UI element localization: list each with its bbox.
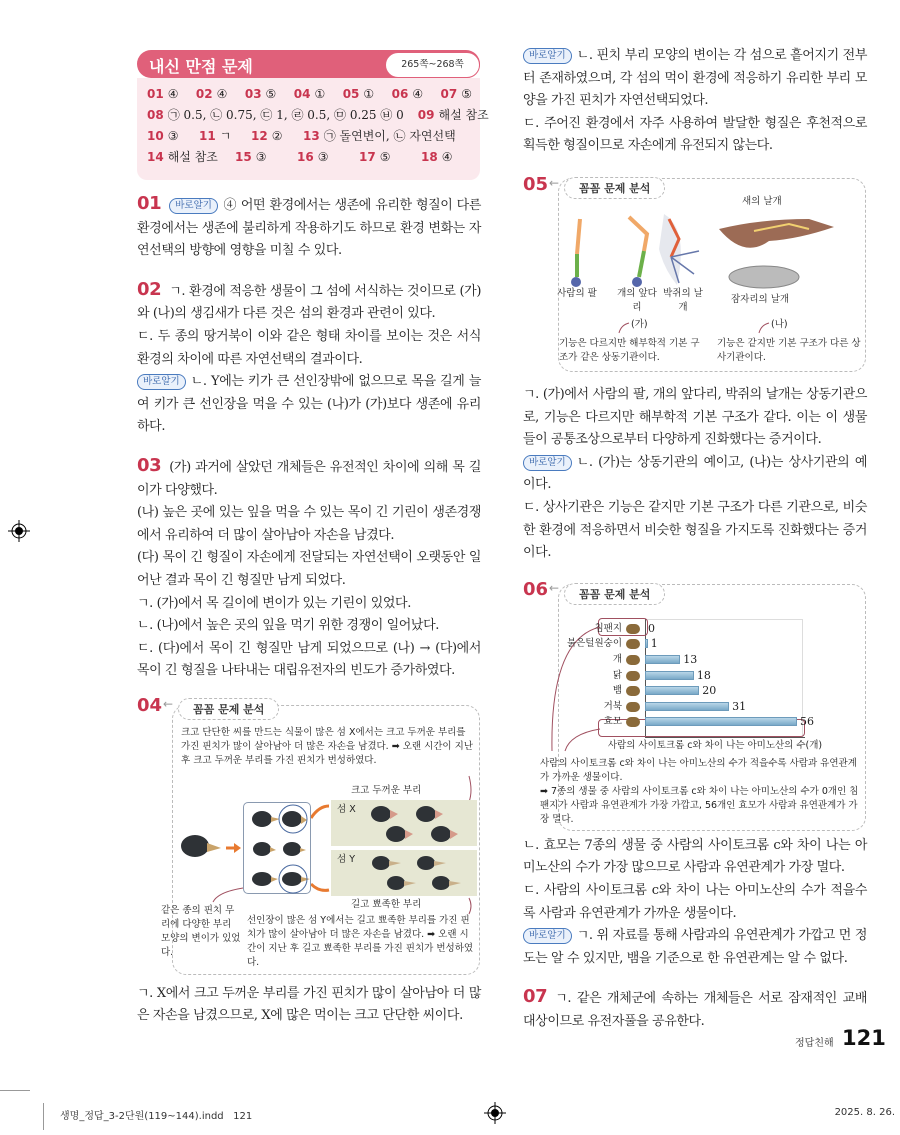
island-x-panel bbox=[331, 800, 477, 846]
paragraph-text: ㄴ. (나)에서 높은 곳의 잎을 먹기 위한 경쟁이 일어났다. bbox=[137, 618, 439, 634]
explanation-02 bbox=[137, 279, 481, 439]
correction-badge: 바로알기 bbox=[169, 198, 218, 214]
data-label: 0 bbox=[648, 621, 655, 635]
answer-row bbox=[147, 147, 472, 168]
caption-variation: 같은 종의 핀치 무리에 다양한 부리 모양의 변이가 있었다. bbox=[161, 904, 241, 958]
chart-caption-2: ➡ 7종의 생물 중 사람의 사이토크롬 c와 차이 나는 아미노산의 수가 0개인 침팬지가 사람과 유연관계가 가장 가깝고, 56개인 효모가 사람과 유연관계가 가장 멀다. bbox=[540, 785, 859, 825]
data-label: 56 bbox=[800, 715, 814, 729]
answer-value: ① bbox=[363, 87, 375, 101]
page-range: 265쪽~268쪽 bbox=[385, 52, 480, 78]
answer-row bbox=[147, 84, 472, 105]
animal-icon bbox=[626, 624, 640, 634]
label-thick-beak: 크고 두꺼운 부리 bbox=[351, 784, 422, 796]
explanation-05 bbox=[523, 384, 867, 565]
answer-item bbox=[199, 126, 251, 147]
paragraph-text: (가) 과거에 살았던 개체들은 유전적인 차이에 의해 목 길이가 다양했다. bbox=[137, 459, 481, 498]
correction-badge: 바로알기 bbox=[523, 455, 572, 471]
answer-item bbox=[294, 84, 325, 105]
answer-item bbox=[245, 84, 276, 105]
answer-item bbox=[196, 84, 227, 105]
answer-list bbox=[137, 78, 489, 180]
paragraph-text: ㄷ. 두 종의 땅거북이 이와 같은 형태 차이를 보이는 것은 서식 환경의 차이에 따른 자연선택의 결과이다. bbox=[137, 328, 481, 367]
animal-icon bbox=[626, 702, 640, 712]
bar bbox=[645, 702, 729, 711]
long-beak-finches-icon bbox=[331, 850, 477, 896]
answer-row bbox=[147, 126, 472, 147]
answer-number: 13 bbox=[303, 129, 320, 143]
label-dragonfly-wing: 잠자리의 날개 bbox=[731, 293, 790, 305]
human-arm-icon bbox=[571, 219, 581, 287]
question-number: 01 bbox=[137, 193, 162, 214]
analysis-04 bbox=[137, 695, 481, 977]
correction-badge: 바로알기 bbox=[523, 48, 572, 64]
thick-beak-finches-icon bbox=[331, 800, 477, 846]
paragraph-text: ㄴ. (가)는 상동기관의 예이고, (나)는 상사기관의 예이다. bbox=[523, 454, 867, 493]
bat-wing-icon bbox=[659, 214, 699, 285]
category-label: 개 bbox=[612, 653, 622, 665]
answer-number: 09 bbox=[417, 108, 435, 122]
paragraph-text: ㄴ. 효모는 7종의 생물 중 사람의 사이토크롬 c와 차이 나는 아미노산의 수가 가장 많으므로 사람과 유연관계가 가장 멀다. bbox=[523, 837, 867, 876]
answer-number: 17 bbox=[359, 150, 376, 164]
analysis-label-06: 꼼꼼 문제 분석 bbox=[564, 583, 665, 605]
answer-value: ㉠ 0.5, ㉡ 0.75, ㉢ 1, ㉣ 0.5, ㉤ 0.25 ㉥ 0 bbox=[167, 108, 404, 122]
ancestor-finch-icon bbox=[181, 835, 209, 857]
analysis-label-04: 꼼꼼 문제 분석 bbox=[178, 698, 279, 720]
explanation-04 bbox=[137, 983, 481, 1028]
analysis-box-04 bbox=[161, 705, 480, 975]
island-y-label: 섬 Y bbox=[337, 853, 355, 865]
dragonfly-wing-icon bbox=[729, 266, 799, 288]
caption-island-y: 선인장이 많은 섬 Y에서는 길고 뾰족한 부리를 가진 핀치가 많이 살아남아 더 많은 자손을 남겼다. ➡ 오랜 시간이 지난 후 길고 뾰족한 부리를 가진 핀치가 번성하였다. bbox=[247, 914, 474, 968]
bar bbox=[645, 686, 699, 695]
answer-item bbox=[343, 84, 374, 105]
animal-icon bbox=[626, 717, 640, 727]
right-column bbox=[523, 45, 867, 1033]
analysis-box-05 bbox=[558, 178, 866, 372]
explanation-04-cont bbox=[523, 45, 867, 158]
paragraph bbox=[523, 384, 867, 452]
answer-value: 해설 참조 bbox=[438, 108, 489, 122]
analysis-05 bbox=[523, 174, 867, 372]
animal-icon bbox=[626, 639, 640, 649]
answer-number: 03 bbox=[244, 87, 262, 101]
crop-mark bbox=[0, 1090, 30, 1091]
question-number: 02 bbox=[137, 278, 162, 300]
finch-variation-panel bbox=[243, 802, 311, 894]
answer-value: ⑤ bbox=[461, 87, 472, 101]
paragraph bbox=[523, 497, 867, 565]
answer-value: ③ bbox=[317, 150, 329, 164]
answer-number: 10 bbox=[147, 129, 164, 143]
answer-value: 해설 참조 bbox=[167, 150, 218, 164]
animal-icon bbox=[626, 671, 640, 681]
correction-badge: 바로알기 bbox=[523, 928, 572, 944]
paragraph-text: ㄴ. Y에는 키가 큰 선인장밖에 없으므로 목을 길게 늘여 키가 큰 선인장을 먹을 수 있는 (나)가 (가)보다 생존에 유리하다. bbox=[137, 374, 481, 435]
category-label: 뱀 bbox=[612, 685, 622, 697]
answer-number: 11 bbox=[199, 129, 216, 143]
label-na: (나) bbox=[771, 318, 788, 330]
label-dog-leg: 개의 앞다리 bbox=[617, 287, 657, 313]
paragraph-text: ㄷ. (다)에서 목이 긴 형질만 남게 되었으므로 (나) → (다)에서 목이 긴 형질을 나타내는 대립유전자의 빈도가 증가하였다. bbox=[137, 640, 481, 679]
answer-value: ㄱ bbox=[219, 129, 232, 143]
paragraph-text: ㄱ. X에서 크고 두꺼운 부리를 가진 핀치가 많이 살아남아 더 많은 자손을 남겼으므로, X에 많은 먹이는 크고 단단한 씨이다. bbox=[137, 985, 481, 1024]
paragraph-text: ㄴ. 핀치 부리 모양의 변이는 각 섬으로 흩어지기 전부터 존재하였으며, 각 섬의 먹이 환경에 적응하기 유리한 부리 모양을 가진 핀치가 자연선택되었다. bbox=[523, 48, 867, 109]
label-bat-wing: 박쥐의 날개 bbox=[663, 287, 703, 313]
answer-number: 04 bbox=[293, 87, 311, 101]
answer-key-box bbox=[137, 50, 489, 180]
print-date: 2025. 8. 26. bbox=[834, 1107, 895, 1118]
paragraph bbox=[137, 279, 481, 326]
paragraph bbox=[137, 193, 481, 263]
data-label: 13 bbox=[683, 652, 698, 666]
answer-item bbox=[421, 147, 452, 168]
arrow-left-icon: ← bbox=[549, 175, 560, 190]
answer-number: 14 bbox=[147, 150, 164, 164]
answer-value: ④ bbox=[167, 87, 179, 101]
answer-item bbox=[441, 84, 472, 105]
question-number: 07 bbox=[523, 986, 548, 1008]
answer-value: ④ bbox=[412, 87, 424, 101]
answer-number: 15 bbox=[235, 150, 252, 164]
answer-value: ⑤ bbox=[379, 150, 391, 164]
answer-value: ㉠ 돌연변이, ㉡ 자연선택 bbox=[323, 129, 456, 143]
answer-value: ③ bbox=[167, 129, 179, 143]
answer-item bbox=[147, 105, 404, 126]
paragraph bbox=[137, 615, 481, 638]
answer-value: ③ bbox=[255, 150, 267, 164]
explanation-07 bbox=[523, 986, 867, 1033]
answer-item bbox=[359, 147, 421, 168]
answer-item bbox=[392, 84, 423, 105]
answer-number: 01 bbox=[147, 87, 164, 101]
paragraph bbox=[137, 593, 481, 616]
paragraph-text: ㄷ. 상사기관은 기능은 같지만 기본 구조가 다른 기관으로, 비슷한 환경에 적응하면서 비슷한 형질을 가지도록 진화했다는 증거이다. bbox=[523, 499, 867, 561]
file-name: 생명_정답_3-2단원(119~144).indd 121 bbox=[60, 1111, 253, 1122]
data-label: 18 bbox=[696, 668, 711, 682]
answer-item bbox=[147, 147, 235, 168]
paragraph-text: ㄱ. (가)에서 사람의 팔, 개의 앞다리, 박쥐의 날개는 상동기관으로, 기능은 다르지만 해부학적 기본 구조가 같다. 이는 이 생물들이 공통조상으로부터 다양하게 진화했다는 증거이다. bbox=[523, 386, 867, 448]
bar bbox=[645, 717, 797, 726]
label-ga: (가) bbox=[631, 318, 648, 330]
answer-number: 06 bbox=[391, 87, 409, 101]
answer-number: 07 bbox=[440, 87, 458, 101]
x-axis bbox=[645, 737, 805, 738]
paragraph bbox=[137, 547, 481, 592]
paragraph bbox=[137, 371, 481, 439]
question-number-05: 05 bbox=[523, 173, 549, 195]
answer-value: ④ bbox=[216, 87, 228, 101]
paragraph bbox=[523, 113, 867, 158]
paragraph bbox=[137, 502, 481, 547]
island-x-label: 섬 X bbox=[337, 803, 356, 815]
answer-number: 08 bbox=[147, 108, 164, 122]
answer-number: 18 bbox=[421, 150, 438, 164]
cytochrome-chart bbox=[523, 579, 867, 831]
paragraph bbox=[523, 452, 867, 497]
explanation-03 bbox=[137, 455, 481, 683]
left-column bbox=[137, 193, 481, 1028]
island-y-panel bbox=[331, 850, 477, 896]
answer-row bbox=[147, 105, 489, 126]
answer-value: ② bbox=[271, 129, 283, 143]
paragraph-text: (다) 목이 긴 형질이 자손에게 전달되는 자연선택이 오랫동안 일어난 결과 목이 긴 형질만 남게 되었다. bbox=[137, 550, 481, 588]
answer-item bbox=[303, 126, 456, 147]
bird-wing-icon bbox=[719, 219, 834, 248]
answer-number: 02 bbox=[195, 87, 213, 101]
paragraph-text: ㄷ. 사람의 사이토크롬 c와 차이 나는 아미노산의 수가 적을수록 사람과 유연관계가 가까운 생물이다. bbox=[523, 882, 867, 921]
paragraph-text: ㄱ. (가)에서 목 길이에 변이가 있는 기린이 있었다. bbox=[137, 595, 411, 611]
paragraph-text: ㄱ. 위 자료를 통해 사람과의 유연관계가 가깝고 먼 정도는 알 수 있지만, 뱀을 기준으로 한 유연관계는 알 수 없다. bbox=[523, 928, 867, 966]
caption-homologous: 기능은 다르지만 해부학적 기본 구조가 같은 상동기관이다. bbox=[559, 337, 700, 363]
label-bird-wing: 새의 날개 bbox=[742, 195, 782, 207]
data-label: 20 bbox=[702, 684, 717, 698]
paragraph-text: (나) 높은 곳에 있는 잎을 먹을 수 있는 목이 긴 기린이 생존경쟁에서 유리하여 더 많이 살아남아 자손을 남겼다. bbox=[137, 505, 481, 543]
footer-section: 정답친해 bbox=[795, 1038, 834, 1049]
question-number-06: 06 bbox=[523, 578, 549, 600]
label-long-beak: 길고 뾰족한 부리 bbox=[351, 898, 422, 910]
registration-mark-icon bbox=[484, 1102, 506, 1124]
answer-number: 12 bbox=[251, 129, 268, 143]
question-number-04: 04 bbox=[137, 694, 163, 716]
paragraph bbox=[523, 880, 867, 925]
paragraph-text: ④ 어떤 환경에서는 생존에 유리한 형질이 다른 환경에서는 생존에 불리하게 작용하기도 하므로 환경 변화는 자연선택의 방향에 영향을 미칠 수 있다. bbox=[137, 198, 481, 259]
animal-icon bbox=[626, 686, 640, 696]
label-human-arm: 사람의 팔 bbox=[557, 287, 597, 299]
dog-leg-icon bbox=[629, 217, 647, 287]
crop-mark bbox=[43, 1103, 44, 1130]
paragraph bbox=[523, 986, 867, 1033]
answer-value: ④ bbox=[441, 150, 453, 164]
chart-caption-1: 사람의 사이토크롬 c와 차이 나는 아미노산의 수가 적을수록 사람과 유연관계가 가까운 생물이다. bbox=[540, 757, 857, 783]
answer-item bbox=[251, 126, 303, 147]
arrow-left-icon: ← bbox=[549, 580, 560, 595]
paragraph bbox=[137, 983, 481, 1028]
answer-item bbox=[418, 105, 489, 126]
answer-item bbox=[235, 147, 297, 168]
answer-item bbox=[147, 126, 199, 147]
correction-badge: 바로알기 bbox=[137, 374, 186, 390]
explanation-06 bbox=[523, 835, 867, 971]
analysis-label-05: 꼼꼼 문제 분석 bbox=[564, 177, 665, 199]
answer-value: ① bbox=[314, 87, 326, 101]
paragraph bbox=[137, 326, 481, 371]
page-number: 121 bbox=[842, 1026, 886, 1050]
animal-icon bbox=[626, 655, 640, 665]
category-label: 침팬지 bbox=[594, 622, 622, 634]
caption-island-x: 크고 단단한 씨를 만드는 식물이 많은 섬 X에서는 크고 두꺼운 부리를 가진 핀치가 많이 살아남아 더 많은 자손을 남겼다. ➡ 오랜 시간이 지난 후 크고 두꺼운 부리를 가진 핀치가 번성하였다. bbox=[181, 726, 473, 766]
answer-item bbox=[297, 147, 359, 168]
paragraph-text: ㄱ. 환경에 적응한 생물이 그 섬에 서식하는 것이므로 (가)와 (나)의 생김새가 다른 것은 섬의 환경과 관련이 있다. bbox=[137, 283, 481, 322]
paragraph-text: ㄷ. 주어진 환경에서 자주 사용하여 발달한 형질은 후천적으로 획득한 형질이므로 자손에게 유전되지 않는다. bbox=[523, 115, 867, 154]
answer-value: ⑤ bbox=[265, 87, 277, 101]
answer-key-title: 내신 만점 문제 bbox=[149, 57, 253, 76]
registration-mark-icon bbox=[8, 520, 30, 542]
x-axis-label: 사람의 사이토크롬 c와 차이 나는 아미노산의 수(개) bbox=[607, 739, 823, 751]
bar bbox=[645, 655, 680, 664]
bar bbox=[645, 639, 648, 648]
paragraph bbox=[523, 925, 867, 970]
data-label: 31 bbox=[732, 699, 747, 713]
paragraph bbox=[137, 638, 481, 683]
paragraph-text: ㄱ. 같은 개체군에 속하는 개체들은 서로 잠재적인 교배 대상이므로 유전자풀을 공유한다. bbox=[523, 991, 867, 1029]
answer-number: 05 bbox=[342, 87, 360, 101]
paragraph bbox=[137, 455, 481, 502]
category-label: 닭 bbox=[612, 669, 622, 681]
answer-item bbox=[147, 84, 178, 105]
answer-number: 16 bbox=[297, 150, 314, 164]
category-label: 효모 bbox=[603, 716, 622, 728]
data-label: 1 bbox=[650, 637, 658, 651]
category-label: 붉은털원숭이 bbox=[566, 638, 622, 650]
arrow-left-icon: ← bbox=[163, 696, 174, 711]
explanation-01 bbox=[137, 193, 481, 263]
question-number: 03 bbox=[137, 454, 162, 476]
category-label: 거북 bbox=[603, 700, 622, 712]
paragraph bbox=[523, 45, 867, 113]
analysis-06 bbox=[523, 579, 867, 831]
bar bbox=[645, 671, 694, 680]
finch-group-icon bbox=[244, 803, 312, 895]
caption-analogous: 기능은 같지만 기본 구조가 다른 상사기관이다. bbox=[717, 337, 861, 363]
paragraph bbox=[523, 835, 867, 880]
